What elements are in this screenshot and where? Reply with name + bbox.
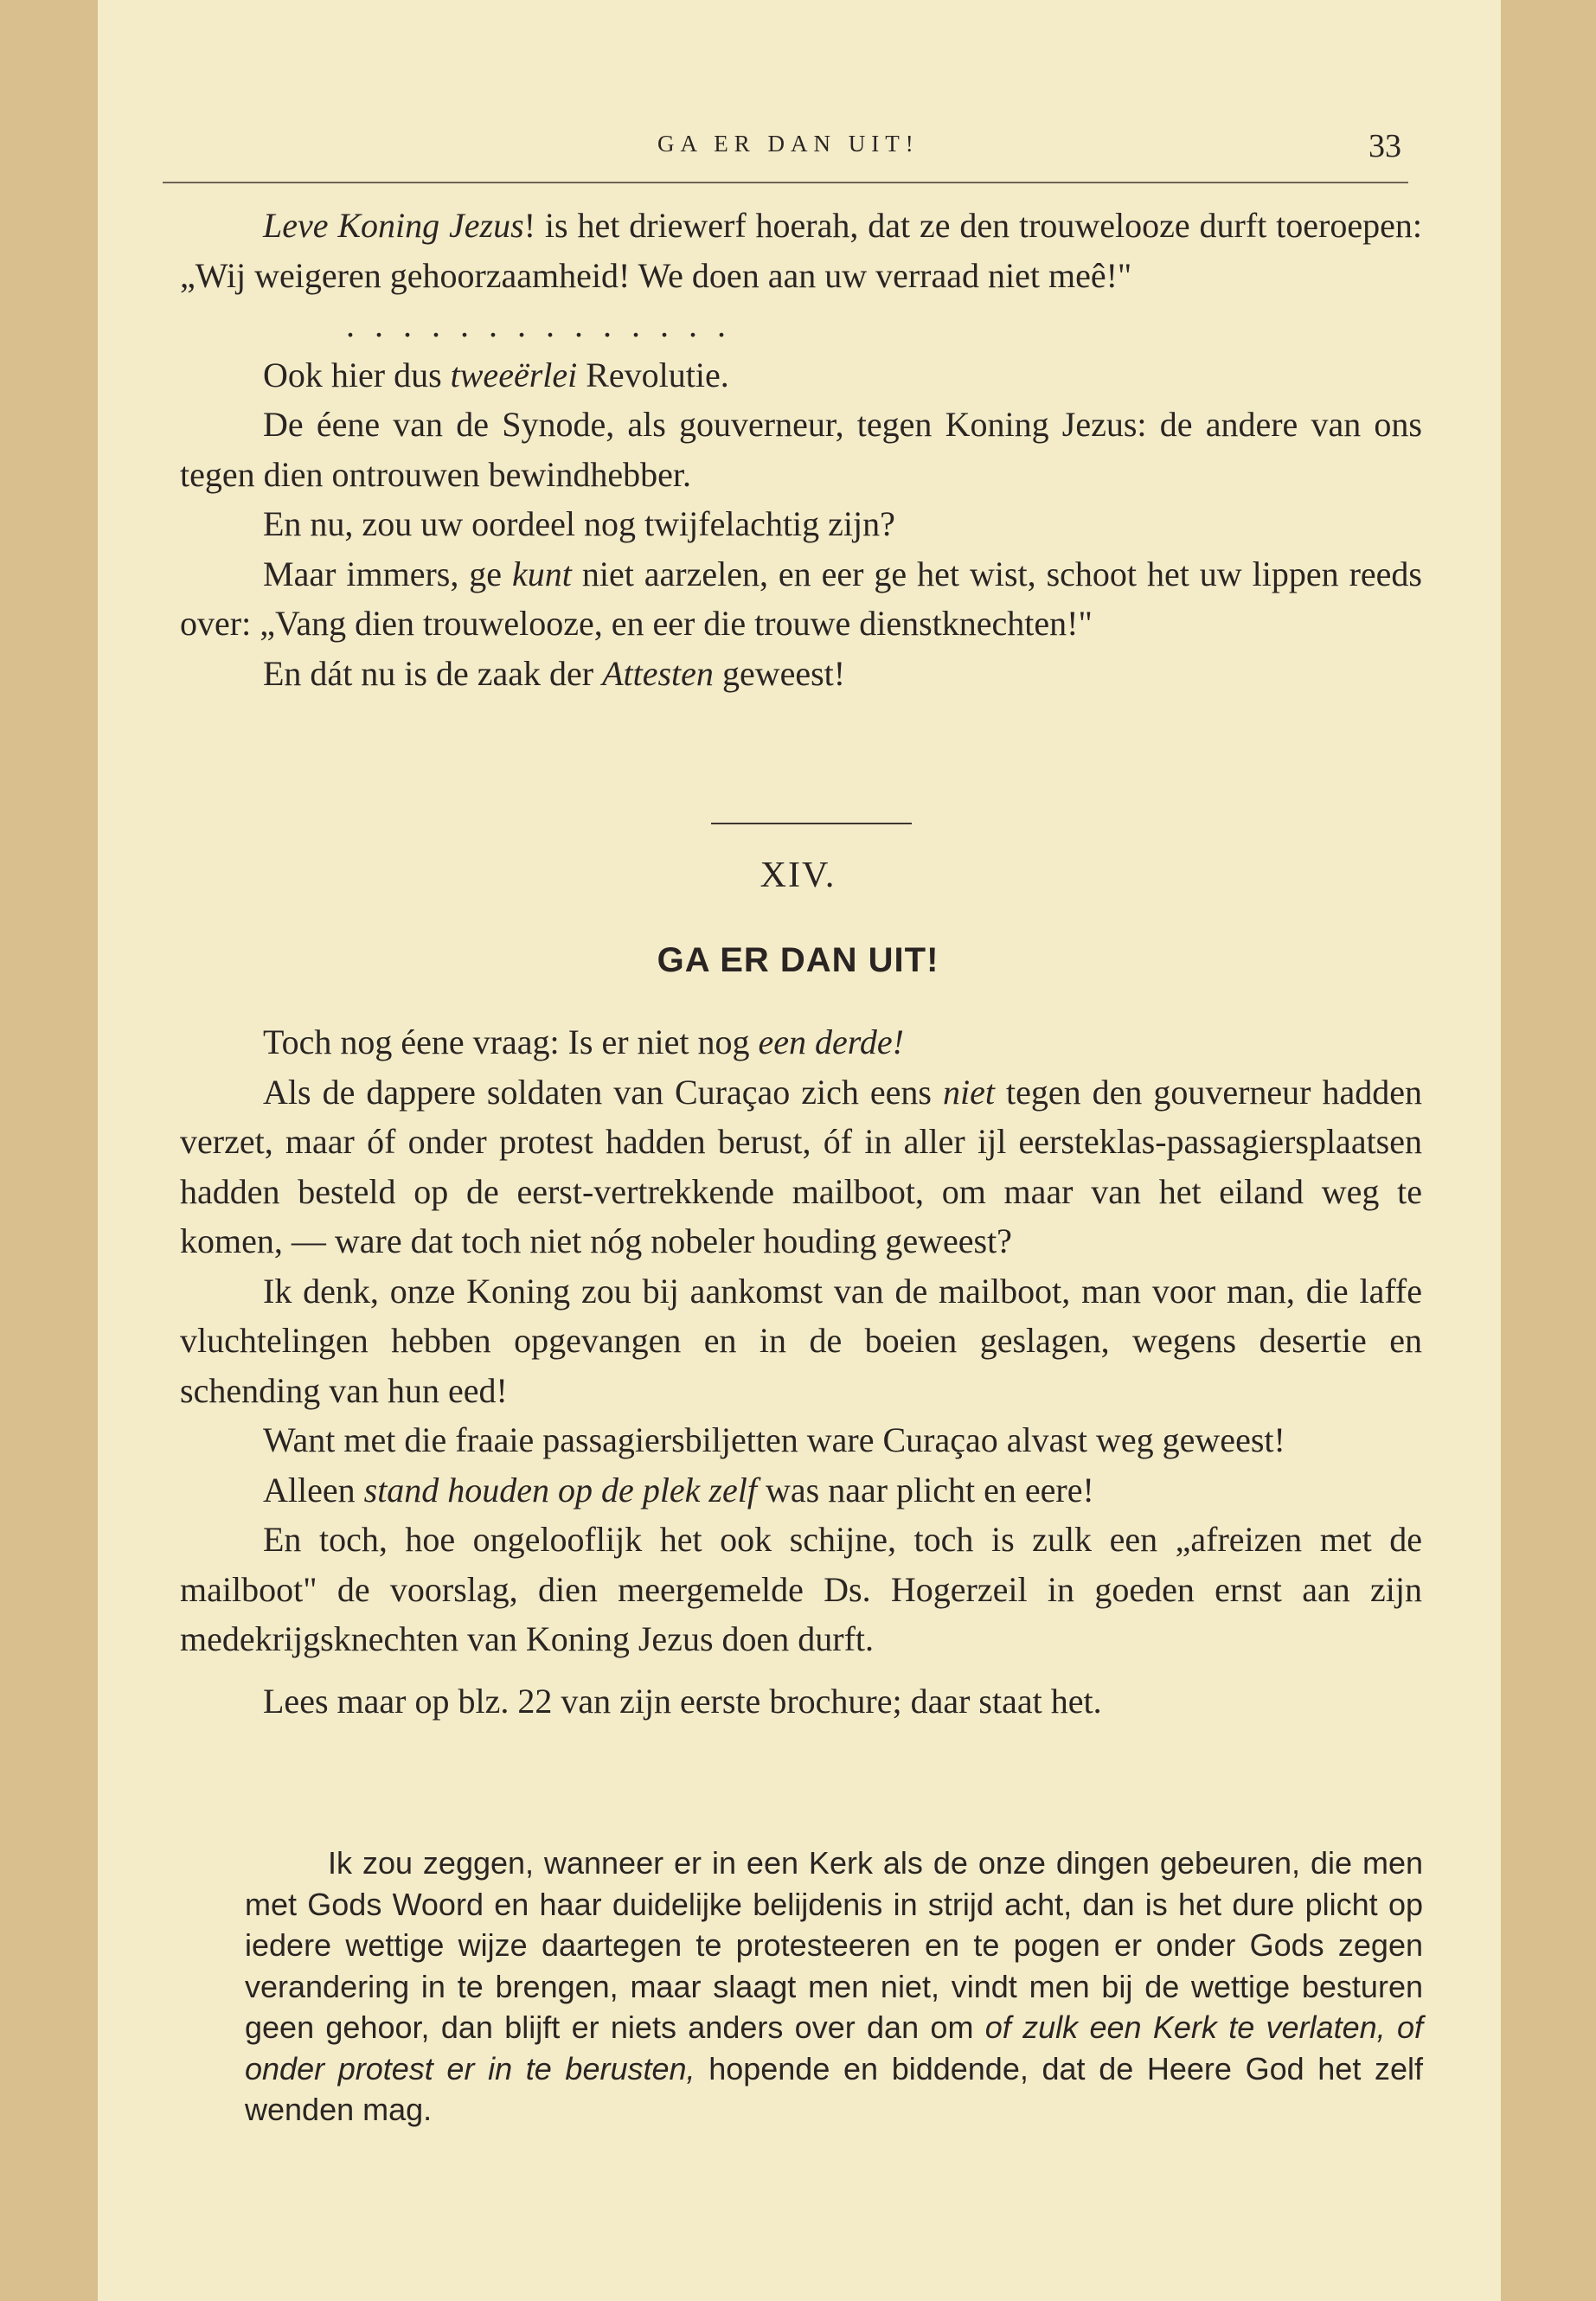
paragraph: Toch nog éene vraag: Is er niet nog een derde! [263, 1022, 904, 1061]
quote-paragraph: Ik zou zeggen, wanneer er in een Kerk als de onze dingen gebeuren, die men met Gods Woord en haar duidelijke belijdenis in strijd acht, dan is het dure plicht op iedere wettige wijze daartegen te protesteeren en te pogen er onder Gods zegen verandering in te brengen, maar slaagt men niet, vindt men bij de wettige besturen geen gehoor, dan blijft er niets anders over dan om of zulk een Kerk te verlaten, of onder protest er in te berusten, hopende en biddende, dat de Heere God het zelf wenden mag. [245, 1845, 1423, 2127]
paragraph: En dát nu is de zaak der Attesten geweest! [263, 653, 846, 693]
paragraph: Ook hier dus tweeërlei Revolutie. [263, 355, 729, 394]
paragraph: En toch, hoe ongelooflijk het ook schijne, toch is zulk een „afreizen met de mailboot" de voorslag, dien meergemelde Ds. Hogerzeil in goeden ernst aan zijn medekrijgsknechten van Koning Jezus doen durft. [180, 1520, 1422, 1658]
paragraph: Als de dappere soldaten van Curaçao zich eens niet tegen den gouverneur hadden verzet, maar óf onder protest hadden berust, óf in aller ijl eersteklas-passagiersplaatsen hadden besteld op de eerst-vertrekkende mailboot, om maar van het eiland weg te komen, — ware dat toch niet nóg nobeler houding geweest? [180, 1072, 1423, 1260]
paragraph: Maar immers, ge kunt niet aarzelen, en eer ge het wist, schoot het uw lippen reeds over: „Vang dien trouwelooze, en eer die trouwe dienstknechten!" [180, 554, 1422, 643]
paragraph: Want met die fraaie passagiersbiljetten ware Curaçao alvast weg geweest! [263, 1420, 1285, 1459]
block-quote [245, 1843, 1423, 2131]
paragraph: Lees maar op blz. 22 van zijn eerste brochure; daar staat het. [263, 1681, 1102, 1721]
page-number: 33 [1368, 128, 1401, 164]
section-number: XIV. [760, 856, 836, 895]
section-title: GA ER DAN UIT! [657, 941, 939, 979]
ellipsis-row: .............. [346, 305, 746, 344]
section-divider [711, 823, 912, 824]
running-header [173, 127, 1401, 170]
paragraph: Leve Koning Jezus! is het driewerf hoerah, dat ze den trouwelooze durft toeroepen: „Wij weigeren gehoorzaamheid! We doen aan uw verraad niet meê!" [180, 206, 1422, 295]
paragraph: En nu, zou uw oordeel nog twijfelachtig zijn? [263, 504, 895, 543]
upper-text [180, 201, 1422, 698]
paragraph: Ik denk, onze Koning zou bij aankomst van de mailboot, man voor man, die laffe vluchtelingen hebben opgevangen en in de boeien geslagen, wegens desertie en schending van hun eed! [180, 1271, 1422, 1410]
paragraph: Alleen stand houden op de plek zelf was naar plicht en eere! [263, 1470, 1094, 1509]
paragraph: De éene van de Synode, als gouverneur, tegen Koning Jezus: de andere van ons tegen dien ontrouwen bewindhebber. [180, 405, 1422, 494]
header-rule [163, 182, 1408, 183]
running-title: GA ER DAN UIT! [657, 131, 920, 157]
body-text [180, 1017, 1422, 1726]
